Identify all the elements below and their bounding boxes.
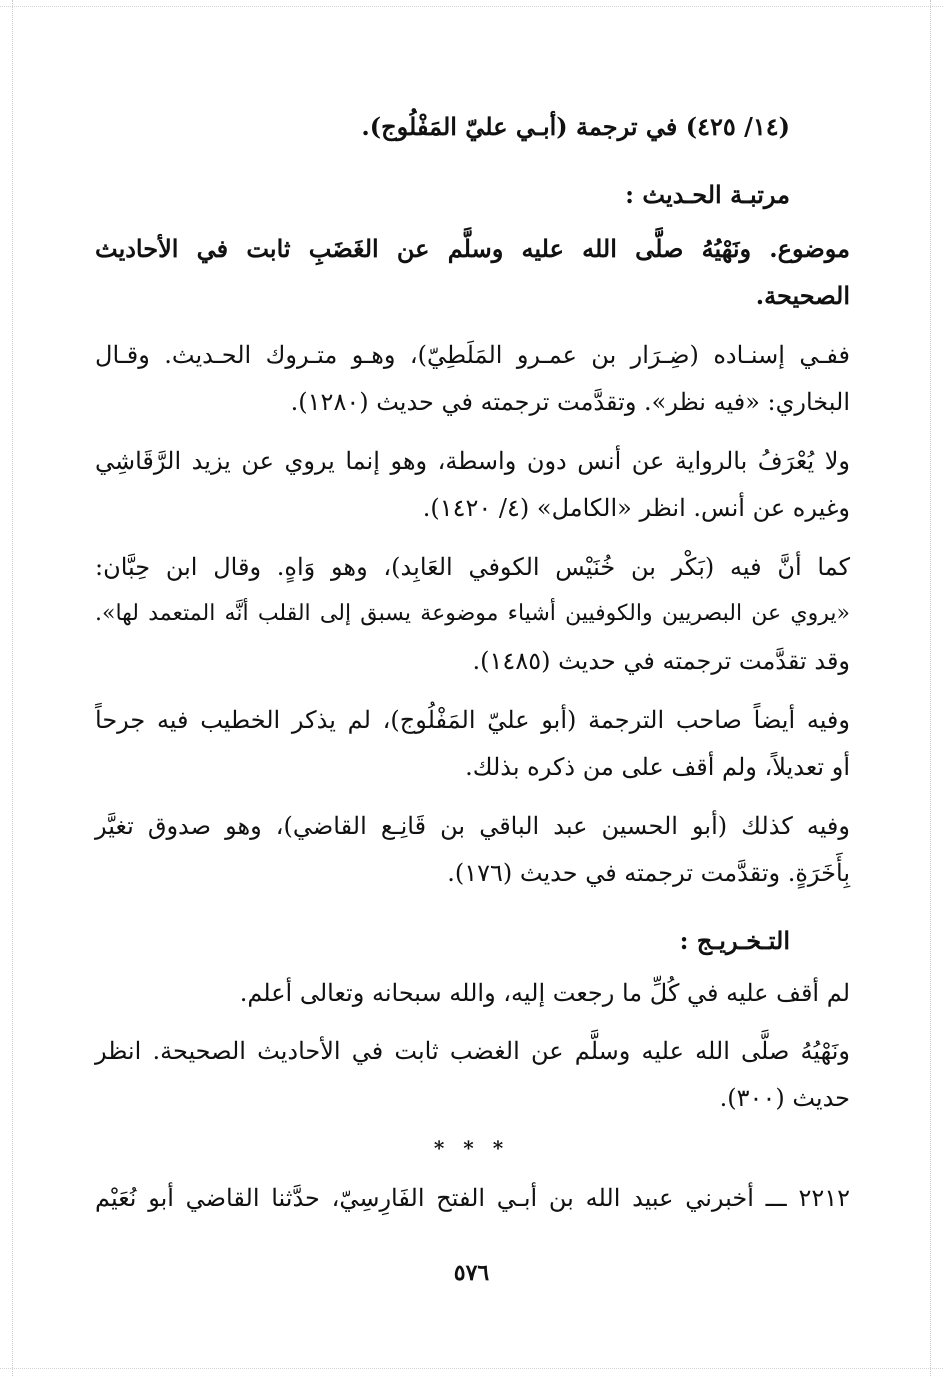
paragraph-line: وفيه كذلك (أبو الحسين عبد الباقي بن قَانِـع القاضي)، وهو صدوق تغيَّر — [95, 812, 850, 840]
paragraph-line: ففـي إسنـاده (ضِـرَار بن عمـرو المَلَطِيّ)، وهـو متـروك الحـديث. وقـال — [95, 341, 850, 369]
paragraph-line: كما أنَّ فيه (بَكْر بن خُنَيْس الكوفي العَابِد)، وهو وَاهٍ. وقال ابن حِبَّان: — [95, 553, 850, 581]
reference-line: (١٤/ ٤٢٥) في ترجمة (أبـي عليّ المَفْلُوج). — [361, 112, 790, 141]
page-number: ٥٧٦ — [453, 1260, 490, 1286]
scan-guide-line — [930, 0, 931, 1376]
paragraph-line: ونَهْيُهُ صلَّى الله عليه وسلَّم عن الغضب ثابت في الأحاديث الصحيحة. انظر — [95, 1037, 850, 1065]
paragraph-line: وفيه أيضاً صاحب الترجمة (أبو عليّ المَفْلُوج)، لم يذكر الخطيب فيه جرحاً — [95, 706, 850, 734]
paragraph-line: بِأَخَرَةٍ. وتقدَّمت ترجمته في حديث (١٧٦). — [447, 859, 850, 887]
paragraph-line: لم أقف عليه في كُلِّ ما رجعت إليه، والله سبحانه وتعالى أعلم. — [239, 979, 850, 1007]
paragraph-line: أو تعديلاً، ولم أقف على من ذكره بذلك. — [465, 753, 850, 781]
section-separator: * * * — [433, 1136, 510, 1160]
paragraph-line: البخاري: «فيه نظر». وتقدَّمت ترجمته في حديث (١٢٨٠). — [290, 388, 850, 416]
paragraph-line: حديث (٣٠٠). — [719, 1084, 850, 1112]
section-heading-hadith-rank: مرتبـة الحـديث : — [625, 180, 790, 209]
paragraph-line: الصحيحة. — [755, 281, 850, 310]
paragraph-line: ولا يُعْرَفُ بالرواية عن أنس دون واسطة، وهو إنما يروي عن يزيد الرَّقَاشِي — [95, 447, 850, 475]
scan-guide-line — [0, 1368, 943, 1369]
paragraph-line: وغيره عن أنس. انظر «الكامل» (٤/ ١٤٢٠). — [422, 494, 850, 522]
scan-guide-line — [0, 6, 943, 7]
paragraph-line: «يروي عن البصريين والكوفيين أشياء موضوعة يسبق إلى القلب أنَّه المتعمد لها». — [95, 601, 850, 626]
paragraph-line: موضوع. ونَهْيُهُ صلَّى الله عليه وسلَّم عن الغَضَبِ ثابت في الأحاديث — [95, 234, 850, 263]
paragraph-line: وقد تقدَّمت ترجمته في حديث (١٤٨٥). — [472, 647, 850, 675]
hadith-entry-line: ٢٢١٢ ـــ أخبرني عبيد الله بن أبـي الفتح الفَارِسِيّ، حدَّثنا القاضي أبو نُعَيْم — [95, 1184, 850, 1212]
scan-guide-line — [12, 0, 13, 1376]
section-heading-takhrij: التـخـريـج : — [679, 926, 790, 955]
